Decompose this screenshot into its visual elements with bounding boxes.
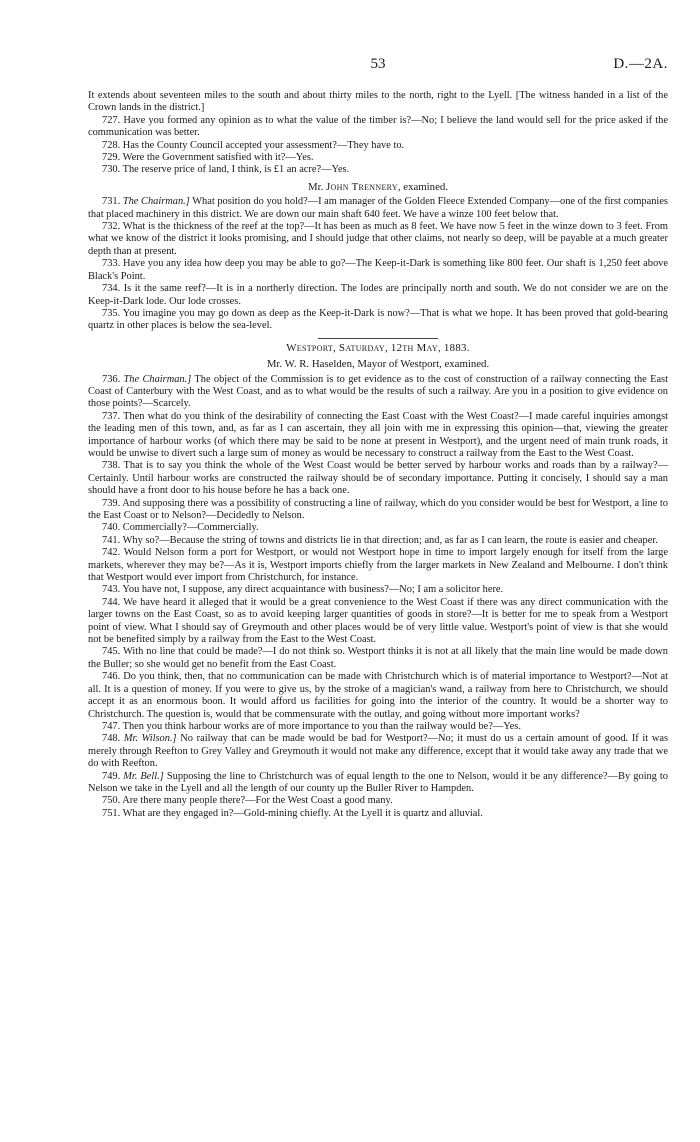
paragraph [88, 721, 668, 733]
paragraph-text: We have heard it alleged that it would be a great convenience to the West Coast if there was any direct communication with the larger towns on the East Coast, so as to avoid keeping larger quantities of goods in store?—It is better for me to speak from a Westport point of view. What I should say of Greymouth and other places would be of very little value. Westport's point of view is that she would not be benefited simply by a railway from the East to the West Coast. [88, 596, 668, 646]
paragraph [88, 374, 668, 411]
question-number: 750. [102, 795, 121, 807]
paragraph [88, 164, 668, 176]
question-number: 748. [102, 733, 121, 745]
witness-suffix: , examined. [397, 180, 448, 193]
witness-name: John Trennery [326, 180, 398, 193]
paragraph [88, 152, 668, 164]
paragraph [88, 584, 668, 596]
witness-heading [88, 181, 668, 193]
paragraph-text: With no line that could be made?—I do not think so. Westport thinks it is not at all likely that the main line would be made down the Buller; so she would get no benefit from the East Coast. [88, 646, 668, 670]
paragraph-text: What are they engaged in?—Gold-mining chiefly. At the Lyell it is quartz and alluvial. [122, 807, 483, 819]
paragraph [88, 597, 668, 647]
question-number: 739. [102, 497, 121, 509]
speaker-label: The Chairman.] [123, 373, 192, 385]
paragraph-text: Have you any idea how deep you may be able to go?—The Keep-it-Dark is something like 800 feet. Our shaft is 1,250 feet above Black's Point. [88, 258, 668, 282]
paragraph [88, 221, 668, 258]
question-number: 742. [102, 547, 121, 559]
paragraph [88, 646, 668, 671]
paragraph-text: And supposing there was a possibility of constructing a line of railway, which do you consider would be best for Westport, a line to the East Coast or to Nelson?—Decidedly to Nelson. [88, 497, 668, 521]
paragraph [88, 258, 668, 283]
paragraph-text: Have you formed any opinion as to what the value of the timber is?—No; I believe the land would sell for the price asked if the communication was better. [88, 114, 668, 139]
paragraph [88, 90, 668, 115]
paragraph [88, 411, 668, 461]
paragraph-text: It extends about seventeen miles to the south and about thirty miles to the north, right to the Lyell. [The witness handed in a list of the Crown lands in the district.] [88, 90, 668, 114]
paragraph-text: You have not, I suppose, any direct acquaintance with business?—No; I am a solicitor here. [122, 584, 504, 596]
question-number: 745. [102, 646, 121, 658]
paragraph-text: Were the Government satisfied with it?—Yes. [122, 152, 314, 164]
paragraph-text: The object of the Commission is to get evidence as to the cost of construction of a railway connecting the East Coast of Canterbury with the West Coast, and as to what would be the results of such a railway. Are you in a position to give evidence on those points?—Scarcely. [88, 373, 668, 410]
paragraph [88, 547, 668, 584]
question-number: 736. [102, 373, 121, 385]
paragraph-text: Supposing the line to Christchurch was of equal length to the one to Nelson, would it be any difference?—By going to Nelson we take in the Lyell and all the length of our county up the Buller River to Hampden. [88, 770, 668, 794]
question-number: 728. [102, 139, 121, 151]
paragraph-text: Would Nelson form a port for Westport, or would not Westport hope in time to import largely enough for itself from the large markets, wherever they may be?—As it is, Westport imports chiefly from the larger markets in New Zealand and Melbourne. I don't think that Westport would ever import from Christchurch, for instance. [88, 547, 668, 584]
dateline: Westport, Saturday, 12th May, 1883. [286, 341, 470, 354]
paragraph [88, 733, 668, 770]
question-number: 735. [102, 307, 121, 319]
paragraph [88, 460, 668, 497]
witness-heading: Mr. W. R. Haselden, Mayor of Westport, examined. [266, 358, 490, 371]
question-number: 743. [102, 584, 121, 596]
paragraph-text: Is it the same reef?—It is in a northerly direction. The lodes are principally north and south. We do not consider we are on the Keep-it-Dark lode. Our lode crosses. [88, 283, 668, 307]
question-number: 741. [102, 534, 121, 546]
paragraph-text: What position do you hold?—I am manager of the Golden Fleece Extended Company—one of the first companies that placed machinery in this district. We are down our main shaft 640 feet. We have a winze 100 feet below that. [88, 196, 668, 220]
paragraph [88, 808, 668, 820]
paragraph [88, 671, 668, 721]
paragraph [88, 283, 668, 308]
question-number: 730. [102, 164, 121, 176]
paragraph [88, 196, 668, 221]
paragraph-text: Commercially?—Commercially. [122, 522, 259, 534]
paragraph-text: Has the County Council accepted your assessment?—They have to. [122, 139, 405, 151]
question-number: 749. [102, 770, 121, 782]
speaker-label: Mr. Wilson.] [123, 733, 177, 745]
paragraph-text: You imagine you may go down as deep as the Keep-it-Dark is now?—That is what we hope. It has been proved that gold-bearing quartz in other places is below the sea-level. [88, 307, 668, 332]
witness-prefix: Mr. [308, 180, 324, 193]
page-number: 53 [370, 56, 386, 72]
paragraph-text: Why so?—Because the string of towns and districts lie in that direction; and, as far as I can learn, the route is easier and cheaper. [122, 534, 658, 546]
paragraph-text: Then you think harbour works are of more importance to you than the railway would be?—Yes. [122, 720, 521, 732]
paragraph [88, 115, 668, 140]
paragraph-text: Do you think, then, that no communication can be made with Christchurch which is of material importance to Westport?—Not at all. It is a question of money. If you were to give us, by the stroke of a magician's wand, a railway from here to Christchurch, we should accept it as an enormous boon. It would afford us facilities for going into the interior of the country. It would be a shorter way to Christchurch. The question is, would that be commensurate with the outlay, and going without more important works? [88, 671, 668, 720]
paragraph-text: What is the thickness of the reef at the top?—It has been as much as 8 feet. We have now 5 feet in the winze down to 3 feet. From what we know of the district it looks promising, and I should judge that other claims, not nearly so deep, will be payable at a much greater depth than at present. [88, 221, 668, 257]
question-number: 727. [102, 114, 121, 126]
question-number: 747. [102, 720, 121, 732]
paragraph-text: Are there many people there?—For the West Coast a good many. [122, 795, 393, 807]
paragraph [88, 140, 668, 152]
question-number: 737. [102, 410, 121, 422]
paragraph [88, 498, 668, 523]
paragraph [88, 522, 668, 534]
question-number: 729. [102, 152, 121, 164]
paragraph-text: Then what do you think of the desirability of connecting the East Coast with the West Coast?—I made careful inquiries amongst the leading men of this town, and, as far as I can ascertain, they all join with me in expressing this opinion—that, viewing the greater importance of harbour works (of which there may be said to be none at present in Westport), and the urgent need of main trunk roads, it would be unwise to divert such a large sum of money as would be necessary to construct a railway from the East to the West Coast. [88, 410, 668, 459]
paragraph-text: That is to say you think the whole of the West Coast would be better served by harbour works and roads than by a railway?—Certainly. Until harbour works are constructed the railway should be of secondary importance. Putting it concisely, I should say a man should have a front door to his house before he has a back one. [88, 460, 668, 497]
question-number: 731. [102, 196, 121, 208]
paragraph [88, 771, 668, 796]
speaker-label: The Chairman.] [122, 196, 190, 208]
question-number: 738. [102, 460, 121, 472]
paragraph-text: The reserve price of land, I think, is £1 an acre?—Yes. [122, 164, 350, 176]
paragraph [88, 795, 668, 807]
question-number: 744. [102, 596, 121, 608]
question-number: 740. [102, 522, 121, 534]
speaker-label: Mr. Bell.] [123, 770, 164, 782]
question-number: 733. [102, 258, 121, 270]
section-divider [318, 338, 438, 339]
paragraph [88, 308, 668, 333]
document-body [88, 90, 668, 820]
question-number: 746. [102, 671, 121, 683]
question-number: 734. [102, 283, 121, 295]
document-code: D.—2A. [613, 56, 668, 72]
question-number: 732. [102, 221, 121, 233]
question-number: 751. [102, 807, 121, 819]
page-header [88, 56, 668, 74]
paragraph-text: No railway that can be made would be bad for Westport?—No; it must do us a certain amount of good. If it was merely through Reefton to Grey Valley and Greymouth it would not make any difference, except that it would take away any trade that we do with Reefton. [88, 733, 668, 770]
paragraph [88, 535, 668, 547]
